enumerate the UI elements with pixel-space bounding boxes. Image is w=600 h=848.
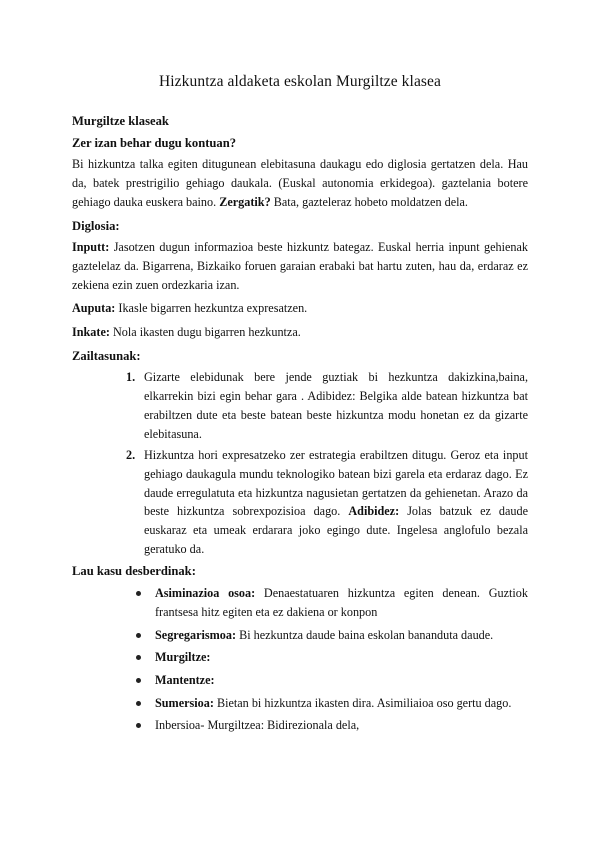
- list-item-after: Jolas batzuk ez daude euskaraz eta umeak erdarara joko egingo dute. Ingelesa anglofulo bezala geratuko da.: [144, 504, 529, 556]
- list-item: [72, 671, 528, 690]
- auputa-paragraph: [72, 299, 528, 318]
- list-item-text: Hizkuntza hori expresatzeko zer estrategia erabiltzen ditugu. Geroz eta input gehiago daukagula mundu teknologiko batean bizi garela eta erdaraz dago. Ez daude erregulatuta eta hizkuntza nagusietan gertatzen da gehienetan. Arazo da beste hizkuntza sobrexpozisioa dago.: [144, 448, 528, 519]
- case-label: Mantentze:: [155, 672, 215, 687]
- list-item: [72, 368, 528, 443]
- zailtasunak-list: [72, 368, 528, 558]
- question-heading: Zer izan behar dugu kontuan?: [72, 135, 237, 150]
- list-number: 1.: [126, 370, 136, 385]
- list-item-text: Gizarte elebidunak bere jende guztiak bi hezkuntza dakizkina,baina, elkarrekin bizi egin behar gara . Adibidez: Belgika alde batean hizkuntza bat erabiltzen dute eta beste batean beste hizkuntza modu honetan ez da gizarte elebitasuna.: [144, 370, 528, 441]
- inkate-paragraph: [72, 323, 528, 342]
- list-number: 2.: [126, 448, 136, 463]
- list-item: [72, 716, 528, 735]
- lau-kasu-list: [72, 584, 528, 735]
- inkate-label: Inkate:: [72, 325, 110, 340]
- bullet-icon: [136, 701, 141, 706]
- intro-paragraph: [72, 155, 528, 211]
- bullet-icon: [136, 591, 141, 596]
- lau-kasu-heading: Lau kasu desberdinak:: [72, 564, 196, 579]
- list-item: [72, 626, 528, 645]
- document-title: Hizkuntza aldaketa eskolan Murgiltze klasea: [158, 73, 442, 90]
- bullet-icon: [136, 633, 141, 638]
- intro-text: Bi hizkuntza talka egiten ditugunean elebitasuna daukagu edo diglosia gertatzen dela. Hau da, batek prestrigilio gehiago daukala. (Euskal autonomia erkidegoa). gaztelania botere gehiago dauka euskera baino.: [72, 157, 528, 209]
- case-label: Asiminazioa osoa:: [155, 586, 256, 601]
- case-text: Denaestatuaren hizkuntza egiten denean. Guztiok frantsesa hitz egiten eta ez dakiena or konpon: [155, 586, 528, 619]
- input-label: Inputt:: [72, 240, 110, 255]
- section-title: Murgiltze klaseak: [72, 114, 169, 128]
- case-label: Sumersioa:: [155, 695, 214, 710]
- case-text: Inbersioa- Murgiltzea: Bidirezionala dela,: [155, 718, 360, 733]
- auputa-text: Ikasle bigarren hezkuntza expresatzen.: [118, 301, 308, 316]
- intro-after: Bata, gazteleraz hobeto moldatzen dela.: [273, 194, 468, 209]
- inkate-text: Nola ikasten dugu bigarren hezkuntza.: [112, 325, 301, 340]
- case-label: Murgiltze:: [155, 650, 211, 665]
- document-body: [72, 112, 528, 739]
- intro-bold: Zergatik?: [219, 194, 271, 209]
- list-item: [72, 446, 528, 558]
- bullet-icon: [136, 655, 141, 660]
- bullet-icon: [136, 723, 141, 728]
- list-item-bold: Adibidez:: [348, 504, 400, 519]
- auputa-label: Auputa:: [72, 301, 116, 316]
- input-paragraph: [72, 238, 528, 294]
- diglosia-heading: Diglosia:: [72, 218, 120, 233]
- zailtasunak-heading: Zailtasunak:: [72, 348, 141, 363]
- bullet-icon: [136, 678, 141, 683]
- case-text: Bietan bi hizkuntza ikasten dira. Asimiliaioa oso gertu dago.: [216, 695, 512, 710]
- list-item: [72, 648, 528, 667]
- list-item: [72, 584, 528, 621]
- case-label: Segregarismoa:: [155, 627, 237, 642]
- case-text: Bi hezkuntza daude baina eskolan bananduta daude.: [239, 627, 494, 642]
- list-item: [72, 694, 528, 713]
- input-text: Jasotzen dugun informazioa beste hizkuntz bategaz. Euskal herria inpunt gehienak gaztelelaz da. Bigarrena, Bizkaiko foruen garaian erabaki bat hartu zuten, hau da, erdaraz ez zekiena ezin zuen ordezkaria izan.: [72, 240, 529, 292]
